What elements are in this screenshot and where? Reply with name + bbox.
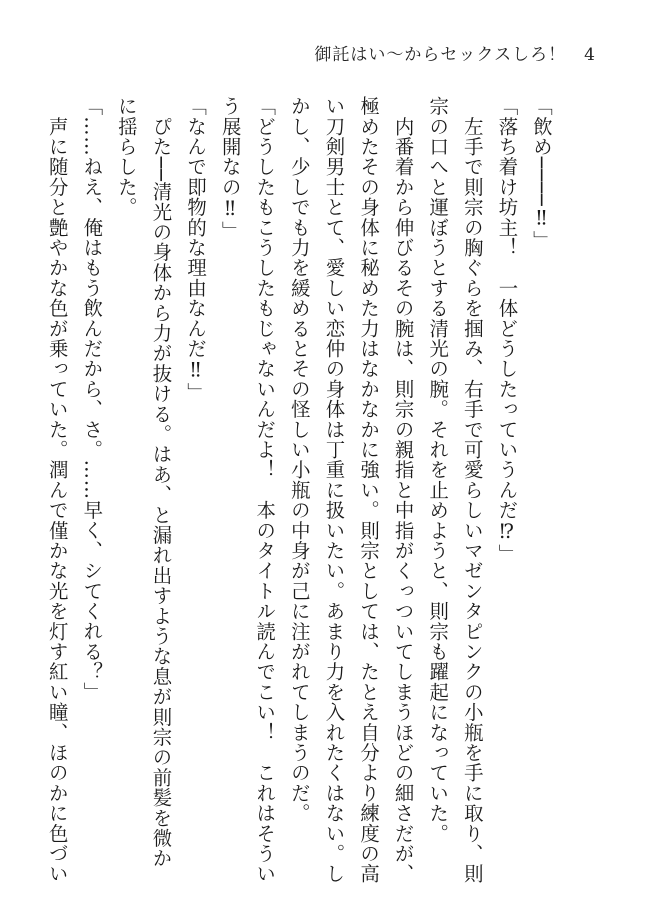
text-line: 宗の口へと運ぼうとする清光の腕。それを止めようと、則宗も躍起になっていた。 — [426, 96, 450, 844]
text-line: 「飲め────‼」 — [530, 96, 553, 251]
text-line: 極めたその身体に秘めた力はなかなかに強い。則宗としては、たとえ自分より練度の高 — [357, 96, 381, 884]
text-line: 「どうしたもこうしたもじゃないんだよ！ 本のタイトル読んでこい！ これはそうい — [253, 96, 277, 884]
text-line: う展開なの‼」 — [218, 96, 242, 241]
text-line: 「……ねえ、俺はもう飲んだから、さ。……早く、シてくれる？」 — [80, 96, 104, 702]
text-line: 「落ち着け坊主！ 一体どうしたっていうんだ⁉」 — [495, 96, 519, 565]
text-line: 「なんで即物的な理由なんだ‼」 — [184, 96, 208, 403]
text-line: 左手で則宗の胸ぐらを掴み、右手で可愛らしいマゼンタピンクの小瓶を手に取り、則 — [460, 96, 484, 884]
vertical-body-text — [45, 96, 558, 884]
text-line: い刀剣男士とて、愛しい恋仲の身体は丁重に扱いたい。あまり力を入れたくはない。し — [322, 96, 346, 884]
page-number: 4 — [584, 45, 596, 65]
text-line: ぴた──清光の身体から力が抜ける。はあ、と漏れ出すような息が則宗の前髪を微か — [149, 96, 173, 869]
book-title: 御託はい〜からセックスしろ！ — [314, 45, 567, 65]
text-line: かし、少しでも力を緩めるとその怪しい小瓶の中身が己に注がれてしまうのだ。 — [287, 96, 311, 824]
text-line: 声に随分と艶やかな色が乗っていた。潤んで僅かな光を灯す紅い瞳、ほのかに色づい — [45, 96, 69, 884]
text-line: 内番着から伸びるその腕は、則宗の親指と中指がくっついてしまうほどの細さだが、 — [391, 96, 415, 884]
text-line: に揺らした。 — [114, 96, 138, 218]
running-header — [314, 40, 596, 65]
